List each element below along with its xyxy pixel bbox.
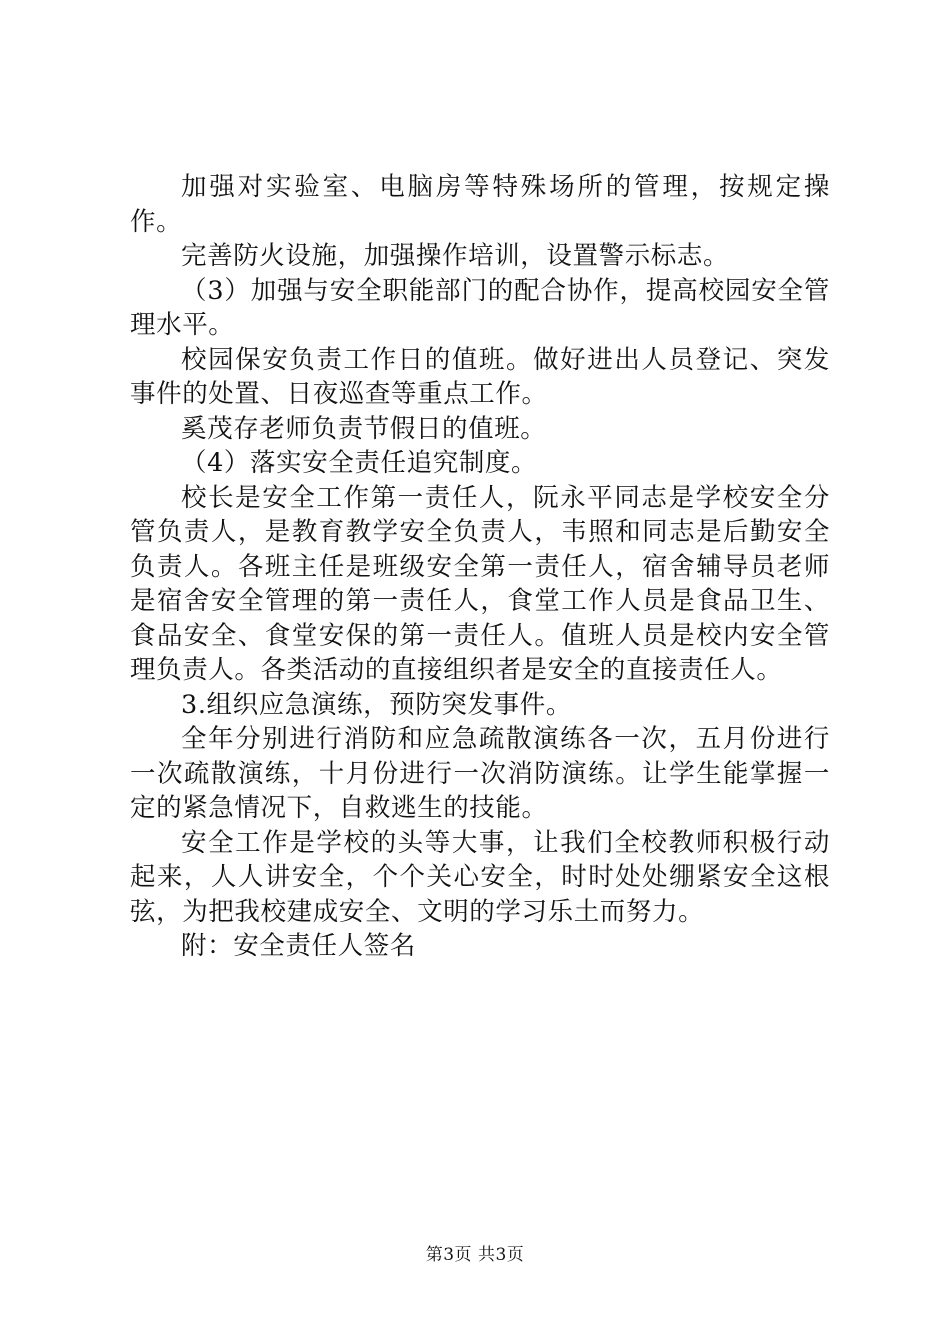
paragraph-fire-facilities: 完善防火设施，加强操作培训，设置警示标志。: [181, 241, 730, 271]
paragraph-section-3-heading: （3）加强与安全职能部门的配合协作，提高校园安全管理水平。: [130, 275, 830, 340]
paragraph-holiday-duty: 奚茂存老师负责节假日的值班。: [181, 413, 547, 444]
paragraph-security-guard-duty: 校园保安负责工作日的值班。做好进出人员登记、突发事件的处置、日夜巡查等重点工作。: [130, 344, 830, 409]
page-number-footer: 第3页 共3页: [425, 1245, 525, 1265]
document-body: [130, 170, 830, 964]
paragraph-lab-management: 加强对实验室、电脑房等特殊场所的管理，按规定操作。: [130, 172, 830, 237]
paragraph-drill-details: 全年分别进行消防和应急疏散演练各一次，五月份进行一次疏散演练，十月份进行一次消防演练。让学生能掌握一定的紧急情况下，自救逃生的技能。: [130, 724, 830, 823]
paragraph-attachment-note: 附：安全责任人签名: [181, 931, 416, 961]
paragraph-responsibility-list: 校长是安全工作第一责任人，阮永平同志是学校安全分管负责人，是教育教学安全负责人，韦照和同志是后勤安全负责人。各班主任是班级安全第一责任人，宿舍辅导员老师是宿舍安全管理的第一责任人，食堂工作人员是食品卫生、食品安全、食堂安保的第一责任人。值班人员是校内安全管理负责人。各类活动的直接组织者是安全的直接责任人。: [130, 482, 830, 685]
paragraph-drill-heading: 3.组织应急演练，预防突发事件。: [181, 689, 572, 720]
paragraph-closing-statement: 安全工作是学校的头等大事，让我们全校教师积极行动起来，人人讲安全，个个关心安全，时时处处绷紧安全这根弦，为把我校建成安全、文明的学习乐土而努力。: [130, 827, 830, 927]
paragraph-section-4-heading: （4）落实安全责任追究制度。: [181, 448, 538, 478]
